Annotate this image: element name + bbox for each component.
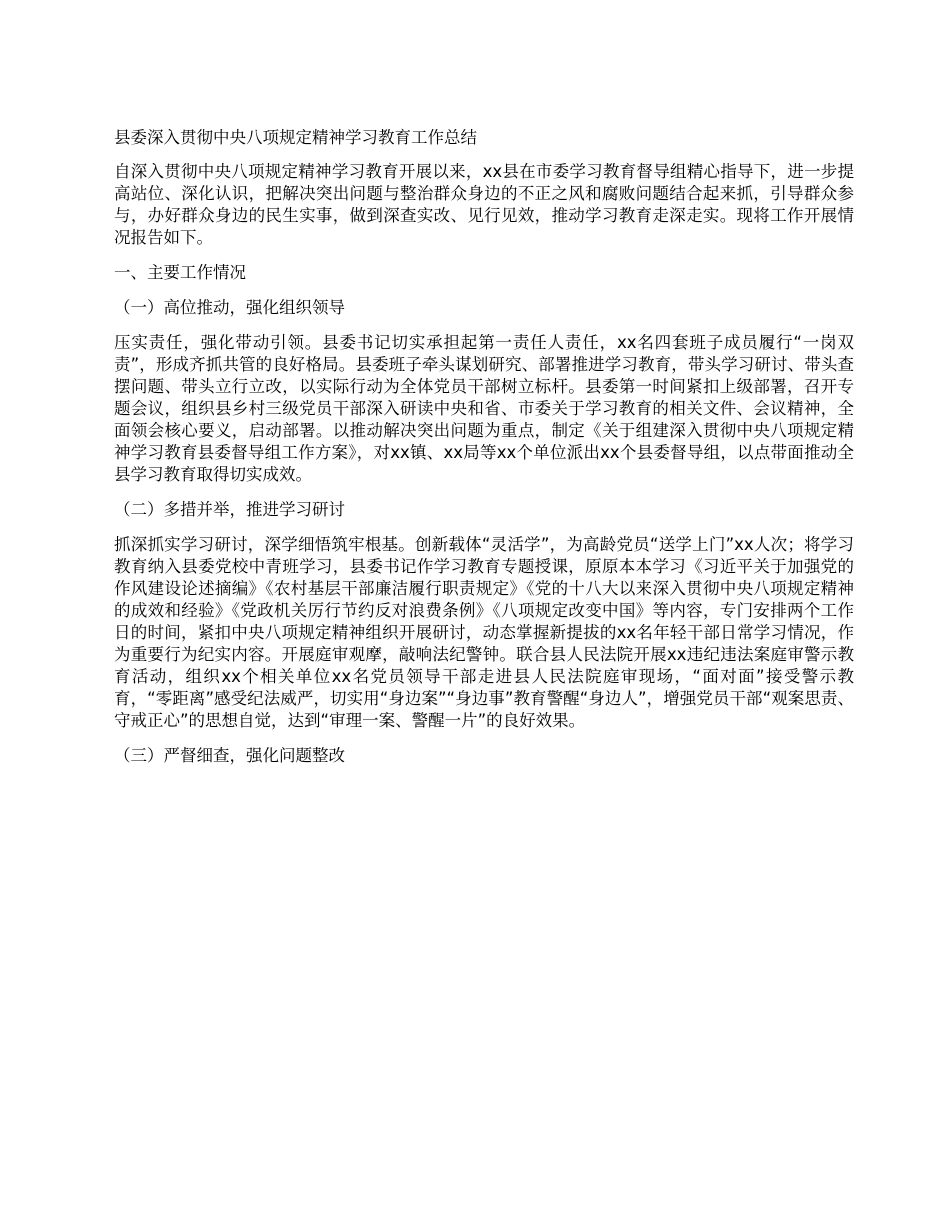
section-heading-main-work: 一、主要工作情况 xyxy=(114,263,246,282)
subsection-paragraph-2: 抓深抓实学习研讨，深学细悟筑牢根基。创新载体“灵活学”，为高龄党员“送学上门”xx人次；将学习教育纳入县委党校中青班学习，县委书记作学习教育专题授课，原原本本学习《习近平关于加强党的作风建设论述摘编》《农村基层干部廉洁履行职责规定》《党的十八大以来深入贯彻中央八项规定精神的成效和经验》《党政机关厉行节约反对浪费条例》《八项规定改变中国》等内容，专门安排两个工作日的时间，紧扣中央八项规定精神组织开展研讨，动态掌握新提拔的xx名年轻干部日常学习情况，作为重要行为纪实内容。开展庭审观摩，敲响法纪警钟。联合县人民法院开展xx违纪违法案庭审警示教育活动，组织xx个相关单位xx名党员领导干部走进县人民法院庭审现场，“面对面”接受警示教育，“零距离”感受纪法威严，切实用“身边案”“身边事”教育警醒“身边人”，增强党员干部“观案思责、守戒正心”的思想自觉，达到“审理一案、警醒一片”的良好效果。 xyxy=(114,535,854,730)
intro-paragraph: 自深入贯彻中央八项规定精神学习教育开展以来，xx县在市委学习教育督导组精心指导下，进一步提高站位、深化认识，把解决突出问题与整治群众身边的不正之风和腐败问题结合起来抓，引导群众参与，办好群众身边的民生实事，做到深查实改、见行见效，推动学习教育走深走实。现将工作开展情况报告如下。 xyxy=(114,162,854,247)
document-body xyxy=(114,127,854,780)
subsection-heading-2: （二）多措并举，推进学习研讨 xyxy=(114,500,345,519)
subsection-paragraph-1: 压实责任，强化带动引领。县委书记切实承担起第一责任人责任，xx名四套班子成员履行“一岗双责”，形成齐抓共管的良好格局。县委班子牵头谋划研究、部署推进学习教育，带头学习研讨、带头查摆问题、带头立行立改，以实际行动为全体党员干部树立标杆。县委第一时间紧扣上级部署，召开专题会议，组织县乡村三级党员干部深入研读中央和省、市委关于学习教育的相关文件、会议精神，全面领会核心要义，启动部署。以推动解决突出问题为重点，制定《关于组建深入贯彻中央八项规定精神学习教育县委督导组工作方案》，对xx镇、xx局等xx个单位派出xx个县委督导组，以点带面推动全县学习教育取得切实成效。 xyxy=(114,333,854,484)
subsection-heading-1: （一）高位推动，强化组织领导 xyxy=(114,298,345,317)
subsection-heading-3: （三）严督细查，强化问题整改 xyxy=(114,746,345,765)
document-title: 县委深入贯彻中央八项规定精神学习教育工作总结 xyxy=(114,128,477,147)
